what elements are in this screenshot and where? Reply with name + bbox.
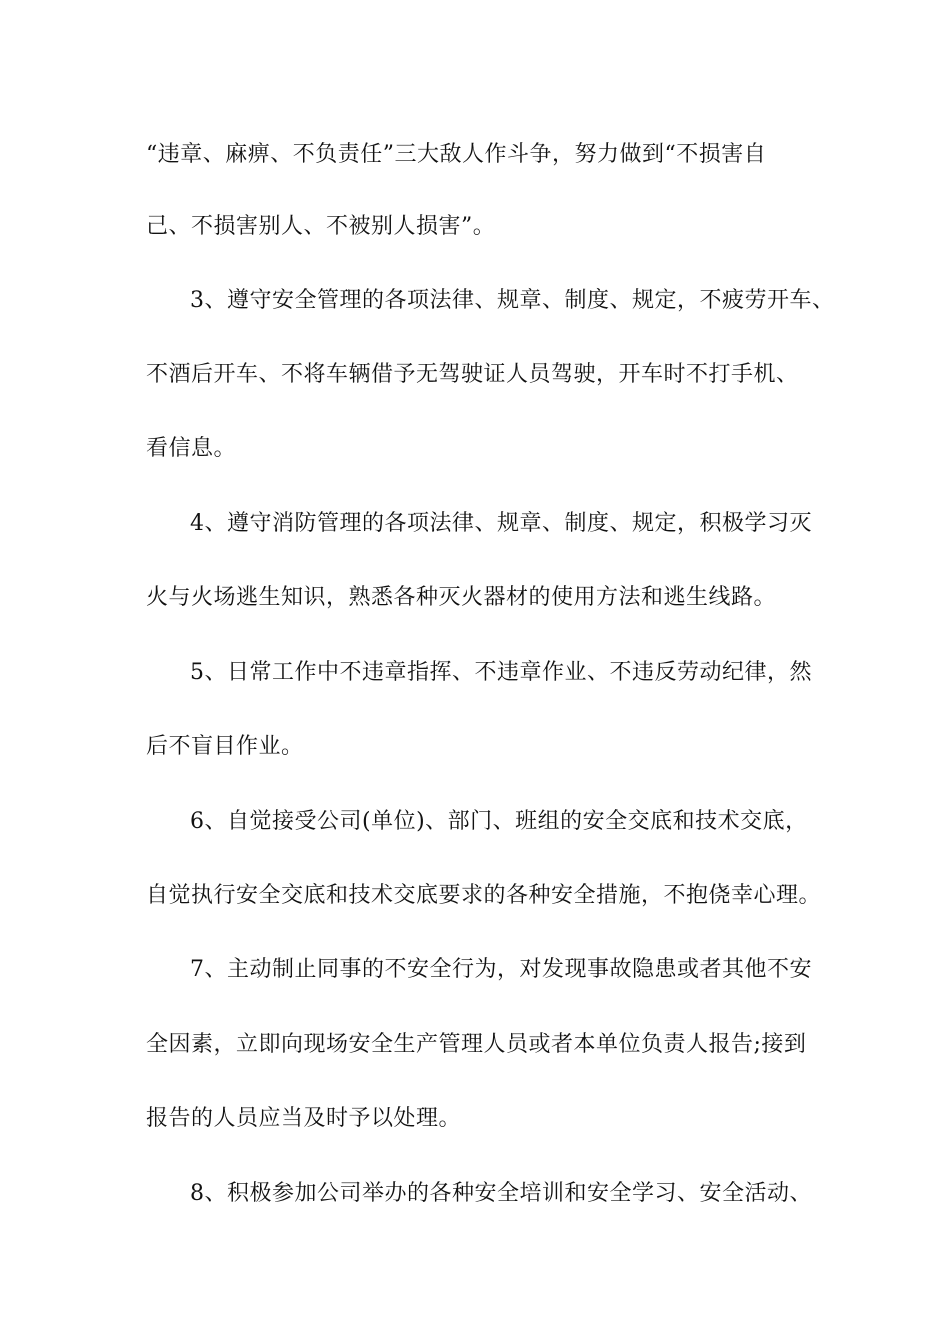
text-line-14: 报告的人员应当及时予以处理。	[146, 1106, 462, 1131]
text-line-8: 5、日常工作中不违章指挥、不违章作业、不违反劳动纪律，然	[190, 660, 812, 685]
text-line-1: “违章、麻痹、不负责任”三大敌人作斗争，努力做到“不损害自	[146, 142, 767, 167]
text-line-15: 8、积极参加公司举办的各种安全培训和安全学习、安全活动、	[190, 1181, 812, 1206]
text-line-11: 自觉执行安全交底和技术交底要求的各种安全措施，不抱侥幸心理。	[146, 883, 822, 908]
text-line-5: 看信息。	[146, 436, 237, 461]
text-line-9: 后不盲目作业。	[146, 734, 304, 759]
text-line-2: 己、不损害别人、不被别人损害”。	[146, 214, 496, 239]
text-line-13: 全因素，立即向现场安全生产管理人员或者本单位负责人报告;接到	[146, 1032, 807, 1057]
text-line-6: 4、遵守消防管理的各项法律、规章、制度、规定，积极学习灭	[190, 511, 812, 536]
text-line-10: 6、自觉接受公司(单位)、部门、班组的安全交底和技术交底，	[190, 809, 808, 834]
text-line-7: 火与火场逃生知识，熟悉各种灭火器材的使用方法和逃生线路。	[146, 585, 777, 610]
text-line-12: 7、主动制止同事的不安全行为，对发现事故隐患或者其他不安	[190, 957, 812, 982]
text-line-4: 不酒后开车、不将车辆借予无驾驶证人员驾驶，开车时不打手机、	[146, 362, 799, 387]
text-line-3: 3、遵守安全管理的各项法律、规章、制度、规定，不疲劳开车、	[190, 288, 835, 313]
